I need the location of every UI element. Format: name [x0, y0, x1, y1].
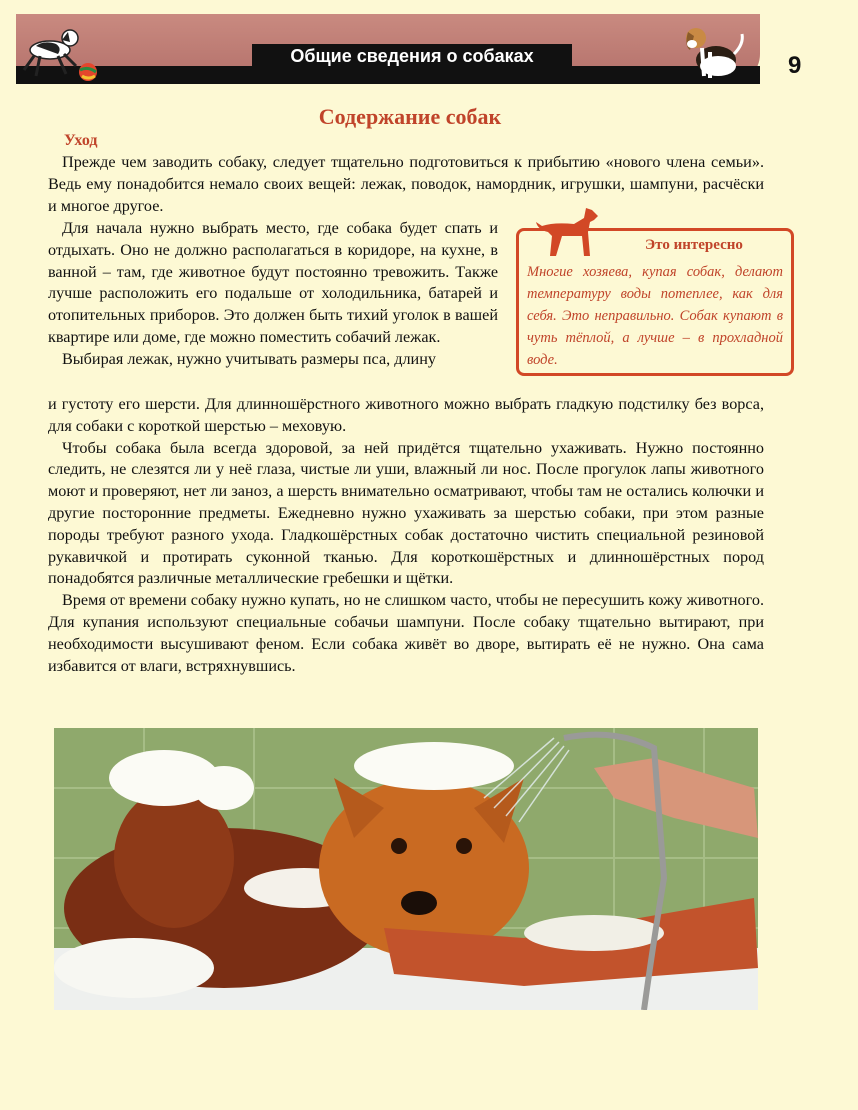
- narrow-text: [48, 218, 498, 371]
- dog-bath-photo: [54, 728, 758, 1010]
- paragraph: Выбирая лежак, нужно учитывать размеры пса, длину: [62, 349, 436, 368]
- main-text: [48, 394, 764, 677]
- subheading: Уход: [64, 132, 98, 149]
- paragraph: Прежде чем заводить собаку, следует тщательно подготовиться к прибытию «нового члена семьи». Ведь ему понадобится немало своих вещей: лежак, поводок, намордник, игрушки, шампуни, расчёски и многое другое.: [48, 153, 764, 215]
- beagle-icon: [678, 22, 750, 82]
- intro-text: [48, 152, 764, 217]
- paragraph: Для начала нужно выбрать место, где собака будет спать и отдыхать. Оно не должно располагаться в коридоре, на кухне, в ванной – там, где животное будут постоянно тревожить. Также лучше расположить его подальше от холодильника, батарей и отопительных приборов. Это должен быть тихий уголок в вашей квартире или доме, где можно поместить собачий лежак.: [48, 219, 498, 346]
- paragraph: Чтобы собака была всегда здоровой, за ней придётся тщательно ухаживать. Нужно постоянно следить, не слезятся ли у неё глаза, чистые ли уши, влажный ли нос. После прогулок лапы животного моют и проверяют, нет ли заноз, а шерсть внимательно осматривают, чтобы там не остались колючки и другие посторонние предметы. Ежедневно нужно ухаживать за шерстью собаки, при этом разные породы требуют разного ухода. Гладкошёрстных собак достаточно чистить специальной резиновой рукавичкой и протирать суконной тканью. Для короткошёрстных и длинношёрстных пород понадобятся различные металлические гребешки и щётки.: [48, 438, 764, 588]
- paragraph: Время от времени собаку нужно купать, но не слишком часто, чтобы не пересушить кожу животного. Для купания используют специальные собачьи шампуни. После собаку тщательно вытирают, при необходимости высушивают феном. Если собака живёт во дворе, вытирать её не нужно. Она сама избавится от влаги, встряхнувшись.: [48, 591, 764, 675]
- header-title: Общие сведения о собаках: [252, 44, 572, 69]
- page-number: 9: [788, 52, 802, 79]
- info-box-title: Это интересно: [645, 237, 743, 253]
- info-box-text: Многие хозяева, купая собак, делают температуру воды потеплее, как для себя. Это неправильно. Собак купают в чуть тёплой, а лучше – в прохладной воде.: [527, 264, 783, 368]
- section-title: Содержание собак: [318, 104, 502, 129]
- dog-silhouette-icon: [534, 204, 602, 260]
- running-dog-icon: [18, 22, 98, 84]
- paragraph-continuation: и густоту его шерсти. Для длинношёрстного животного можно выбрать гладкую подстилку без ворса, для собаки с короткой шерстью – меховую.: [48, 395, 764, 435]
